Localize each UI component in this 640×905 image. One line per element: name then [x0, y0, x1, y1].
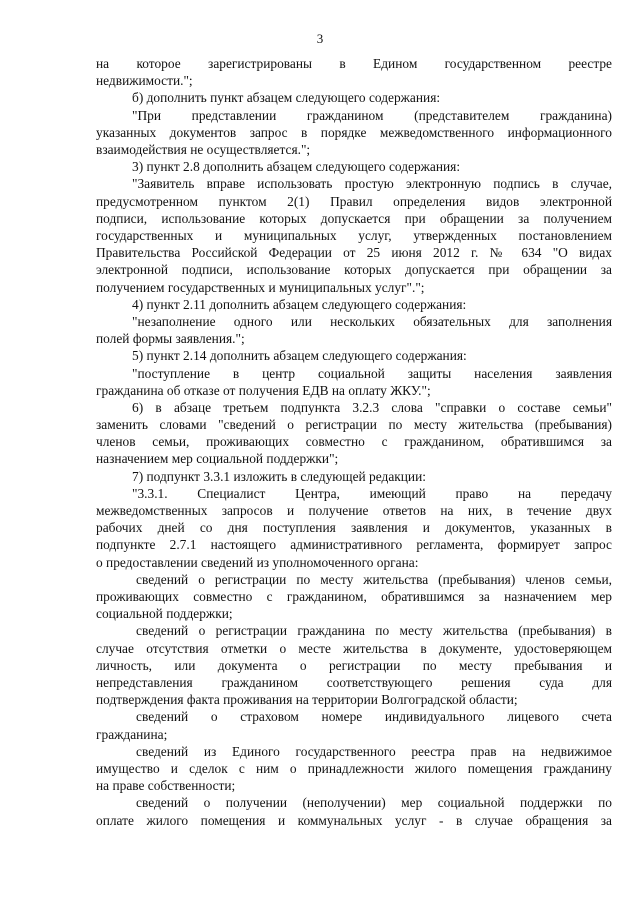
- text-line: заменить словами "сведений о регистрации по месту жительства (пребывания): [96, 417, 612, 433]
- text-line: сведений о получении (неполучении) мер социальной поддержки по: [136, 795, 612, 811]
- text-line: 3) пункт 2.8 дополнить абзацем следующего содержания:: [132, 159, 461, 175]
- text-line: подтверждения факта проживания на территории Волгоградской области;: [96, 692, 518, 708]
- text-line: 7) подпункт 3.3.1 изложить в следующей редакции:: [132, 468, 426, 484]
- text-line: проживающих совместно с гражданином, обратившимся за назначением мер: [96, 589, 612, 604]
- text-line: сведений о регистрации по месту жительства (пребывания) членов семьи,: [136, 571, 612, 587]
- text-line: электронной подписи, использование которых допускается при обращении за: [96, 262, 612, 278]
- text-line: личность, или документа о регистрации по месту пребывания и: [96, 657, 612, 673]
- text-line: оплате жилого помещения и коммунальных услуг - в случае обращения за: [96, 812, 612, 828]
- text-line: "3.3.1. Специалист Центра, имеющий право на передачу: [132, 485, 612, 501]
- text-line: членов семьи, проживающих совместно с гражданином, обратившимся за: [96, 434, 612, 450]
- text-line: Правительства Российской Федерации от 25 июня 2012 г. № 634 "О видах: [96, 245, 612, 261]
- text-line: "При представлении гражданином (представителем гражданина): [132, 107, 612, 123]
- text-line: б) дополнить пункт абзацем следующего содержания:: [132, 90, 441, 106]
- text-line: на которое зарегистрированы в Едином государственном реестре: [96, 56, 612, 71]
- text-line: "Заявитель вправе использовать простую электронную подпись в случае,: [132, 176, 612, 192]
- text-line: случае отсутствия отметки о месте жительства в документе, удостоверяющем: [96, 640, 612, 656]
- text-line: 5) пункт 2.14 дополнить абзацем следующего содержания:: [132, 348, 467, 364]
- text-line: 6) в абзаце третьем подпункта 3.2.3 слова "справки о составе семьи": [132, 399, 612, 415]
- text-line: "поступление в центр социальной защиты населения заявления: [132, 365, 612, 381]
- text-line: межведомственных запросов и получение ответов на них, в течение двух: [96, 503, 612, 519]
- text-line: назначением мер социальной поддержки";: [96, 451, 339, 467]
- text-line: 4) пункт 2.11 дополнить абзацем следующего содержания:: [132, 296, 467, 312]
- document-body: [96, 55, 612, 829]
- text-line: взаимодействия не осуществляется.";: [96, 141, 311, 157]
- text-line: сведений о регистрации гражданина по месту жительства (пребывания) в: [136, 623, 612, 639]
- text-line: сведений из Единого государственного реестра прав на недвижимое: [136, 743, 612, 759]
- text-line: государственных и муниципальных услуг, утвержденных постановлением: [96, 227, 612, 243]
- text-line: гражданина об отказе от получения ЕДВ на оплату ЖКУ.";: [96, 382, 431, 398]
- text-line: подпункте 2.7.1 настоящего административного регламента, формирует запрос: [96, 537, 612, 553]
- text-line: получением государственных и муниципальных услуг".";: [96, 279, 425, 295]
- text-line: подписи, использование которых допускается при обращении за получением: [96, 210, 612, 226]
- text-line: полей формы заявления.";: [96, 331, 245, 347]
- text-line: о предоставлении сведений из уполномоченного органа:: [96, 554, 419, 570]
- text-line: недвижимости.";: [96, 73, 193, 89]
- text-line: рабочих дней со дня поступления заявления и документов, указанных в: [96, 520, 612, 536]
- text-line: непредставления гражданином соответствующего решения суда для: [96, 674, 612, 690]
- text-line: "незаполнение одного или нескольких обязательных для заполнения: [132, 313, 612, 329]
- text-line: указанных документов запрос в порядке межведомственного информационного: [96, 124, 612, 140]
- text-line: гражданина;: [96, 726, 168, 742]
- text-line: социальной поддержки;: [96, 606, 233, 622]
- text-line: сведений о страховом номере индивидуального лицевого счета: [136, 709, 612, 725]
- text-line: на праве собственности;: [96, 778, 236, 794]
- text-line: имущество и сделок с ним о принадлежности жилого помещения гражданину: [96, 760, 612, 776]
- text-line: предусмотренном пунктом 2(1) Правил определения видов электронной: [96, 193, 612, 209]
- page-number: 3: [316, 31, 324, 46]
